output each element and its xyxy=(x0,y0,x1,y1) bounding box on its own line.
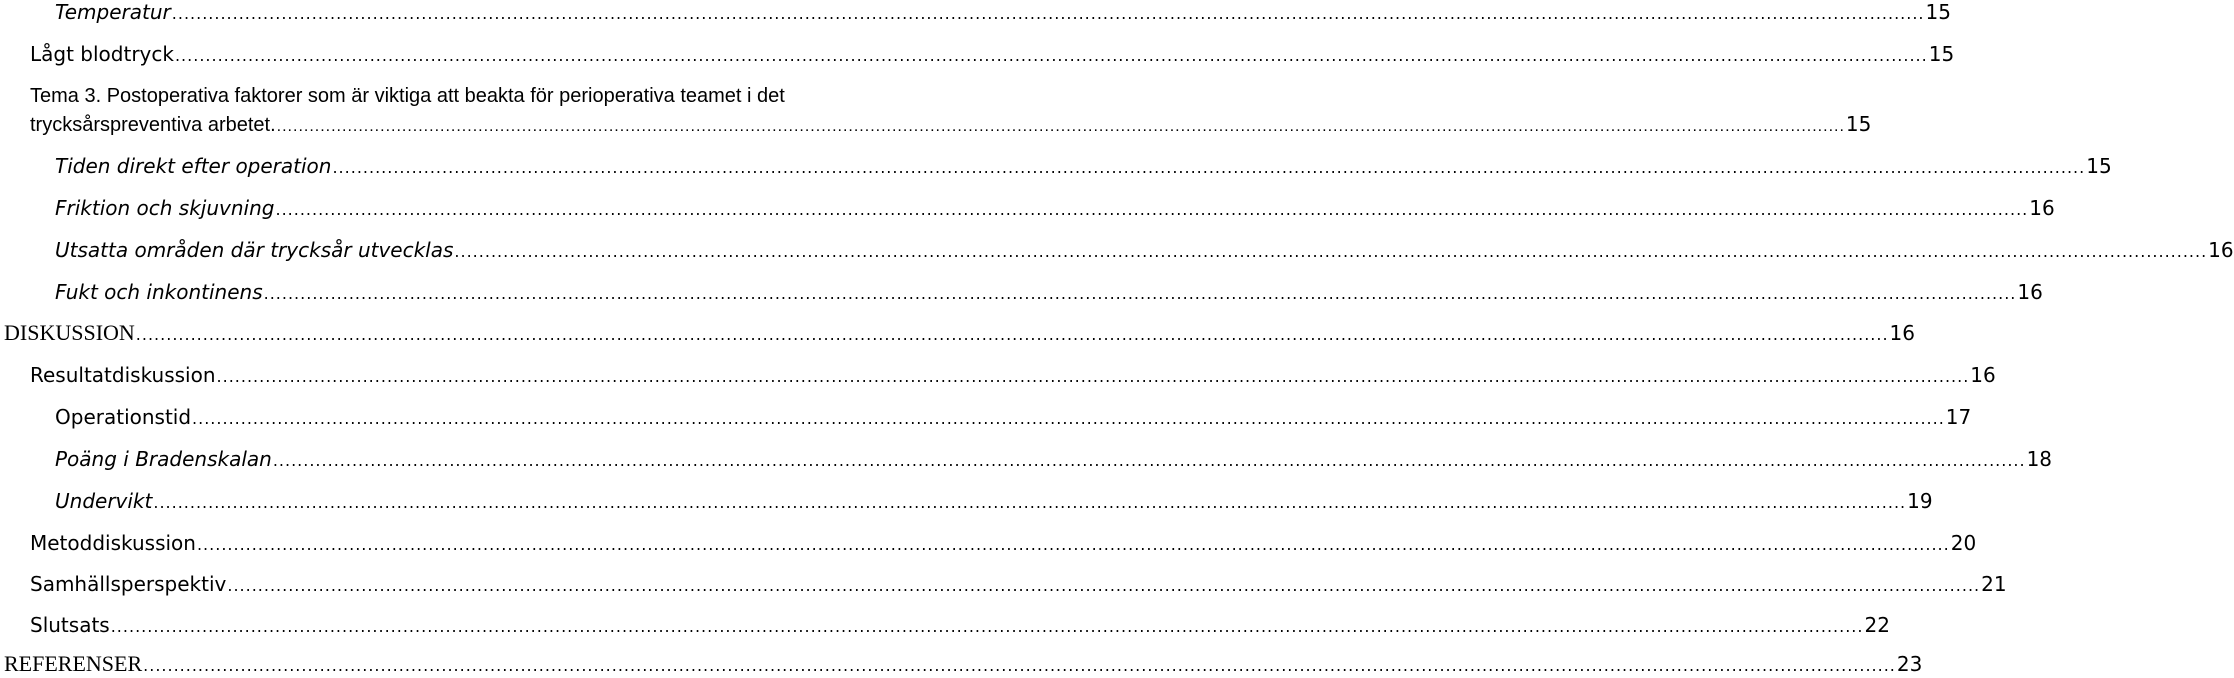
toc-entry-lagt-blodtryck[interactable] xyxy=(30,42,1955,68)
toc-page-number: 23 xyxy=(1896,652,1923,676)
toc-entry-title: Friktion och skjuvning xyxy=(55,196,275,220)
toc-entry-title: Metoddiskussion xyxy=(30,531,196,555)
toc-entry-title-line2: trycksårspreventiva arbetet. xyxy=(30,114,276,136)
toc-entry-line2 xyxy=(30,110,1872,141)
toc-page-number: 16 xyxy=(2017,280,2043,304)
toc-page-number: 15 xyxy=(1845,112,1872,136)
dot-leader: ................................................................................................................................................................................................................................................................................................ xyxy=(263,284,2017,303)
toc-entry-title: Samhällsperspektiv xyxy=(30,572,227,596)
toc-entry-referenser[interactable] xyxy=(4,651,1923,678)
toc-page-number: 17 xyxy=(1945,405,1972,429)
toc-entry-title: Temperatur xyxy=(55,0,171,24)
toc-page-number: 16 xyxy=(2029,196,2055,220)
toc-entry-metoddiskussion[interactable] xyxy=(30,531,1977,557)
toc-entry-title: Poäng i Bradenskalan xyxy=(55,447,272,471)
toc-entry-diskussion[interactable] xyxy=(4,320,1915,347)
toc-entry-title: REFERENSER xyxy=(4,651,143,676)
dot-leader: ................................................................................................................................................................................................................................................................................................ xyxy=(276,118,1845,135)
toc-page-number: 19 xyxy=(1907,489,1933,513)
toc-entry-title: Tiden direkt efter operation xyxy=(55,154,332,178)
dot-leader: ................................................................................................................................................................................................................................................................................................ xyxy=(227,576,1981,595)
toc-entry-title: Slutsats xyxy=(30,613,110,637)
toc-page-number: 16 xyxy=(2208,238,2234,262)
dot-leader: ................................................................................................................................................................................................................................................................................................ xyxy=(216,367,1970,386)
toc-entry-temperatur[interactable] xyxy=(55,0,1951,26)
toc-page-number: 18 xyxy=(2026,447,2053,471)
toc-page-number: 16 xyxy=(1970,363,1996,387)
dot-leader: ................................................................................................................................................................................................................................................................................................ xyxy=(454,242,2208,261)
toc-page-number: 15 xyxy=(1928,42,1955,66)
dot-leader: ................................................................................................................................................................................................................................................................................................ xyxy=(143,656,1896,675)
toc-entry-title: Lågt blodtryck xyxy=(30,42,174,66)
toc-entry-title: Operationstid xyxy=(55,405,192,429)
toc-page-number: 22 xyxy=(1864,613,1890,637)
toc-page-number: 20 xyxy=(1950,531,1977,555)
dot-leader: ................................................................................................................................................................................................................................................................................................ xyxy=(272,451,2026,470)
toc-entry-title: Utsatta områden där trycksår utvecklas xyxy=(55,238,454,262)
toc-entry-samhallsperspektiv[interactable] xyxy=(30,572,2007,598)
toc-page-number: 21 xyxy=(1981,572,2007,596)
toc-entry-fukt-och-inkontinens[interactable] xyxy=(55,280,2043,306)
toc-entry-slutsats[interactable] xyxy=(30,613,1890,639)
toc-entry-resultatdiskussion[interactable] xyxy=(30,363,1996,389)
dot-leader: ................................................................................................................................................................................................................................................................................................ xyxy=(332,158,2086,177)
toc-page-number: 15 xyxy=(1925,0,1951,24)
dot-leader: ................................................................................................................................................................................................................................................................................................ xyxy=(153,493,1907,512)
toc-entry-undervikt[interactable] xyxy=(55,489,1933,515)
toc-entry-operationstid[interactable] xyxy=(55,405,1972,431)
toc-entry-friktion-och-skjuvning[interactable] xyxy=(55,196,2055,222)
toc-entry-utsatta-omraden[interactable] xyxy=(55,238,2234,264)
dot-leader: ................................................................................................................................................................................................................................................................................................ xyxy=(135,325,1889,344)
dot-leader: ................................................................................................................................................................................................................................................................................................ xyxy=(174,46,1928,65)
dot-leader: ................................................................................................................................................................................................................................................................................................ xyxy=(192,409,1945,428)
dot-leader: ................................................................................................................................................................................................................................................................................................ xyxy=(171,4,1925,23)
toc-entry-title: DISKUSSION xyxy=(4,320,135,345)
toc-entry-title: Resultatdiskussion xyxy=(30,363,216,387)
toc-entry-title-line1: Tema 3. Postoperativa faktorer som är viktiga att beakta för perioperativa teamet i det xyxy=(30,85,785,107)
toc-entry-poang-i-bradenskalan[interactable] xyxy=(55,447,2053,473)
dot-leader: ................................................................................................................................................................................................................................................................................................ xyxy=(196,535,1950,554)
toc-entry-title: Undervikt xyxy=(55,489,153,513)
dot-leader: ................................................................................................................................................................................................................................................................................................ xyxy=(275,200,2029,219)
toc-page-number: 15 xyxy=(2086,154,2112,178)
toc-entry-tiden-direkt-efter-operation[interactable] xyxy=(55,154,2112,180)
toc-entry-tema-3[interactable] xyxy=(30,82,1872,141)
dot-leader: ................................................................................................................................................................................................................................................................................................ xyxy=(110,617,1864,636)
toc-entry-title: Fukt och inkontinens xyxy=(55,280,263,304)
toc-page-number: 16 xyxy=(1889,321,1915,345)
